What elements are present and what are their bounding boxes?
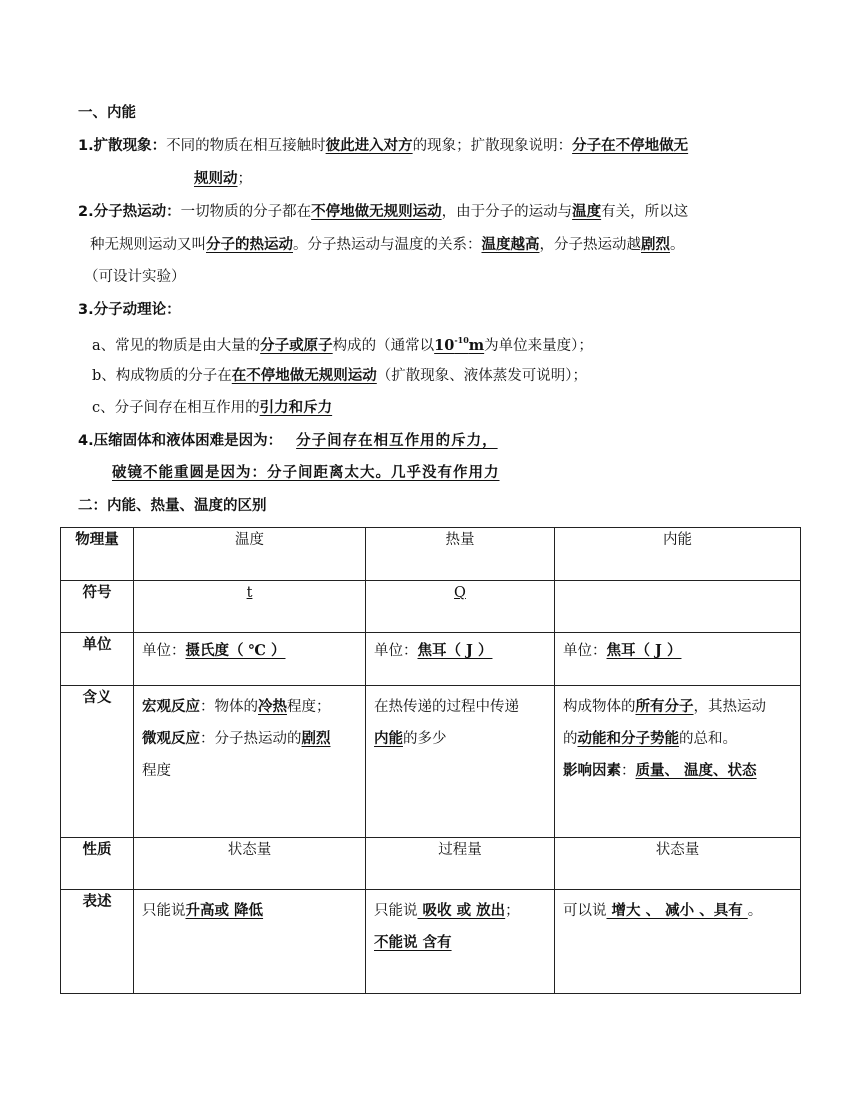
item2-answer3: 分子的热运动 [206,236,293,253]
row-label-expression: 表述 [61,890,134,994]
item2-label: 2.分子热运动： [78,204,181,220]
section1-title: 一、内能 [78,105,136,121]
item4-label: 4.压缩固体和液体困难是因为： [78,433,283,449]
item1-line2: 规则动； [194,170,252,187]
item1-label: 1.扩散现象： [78,138,167,154]
nature-temperature: 状态量 [134,838,366,890]
table-row-symbol [61,581,801,633]
table-row-expression [61,890,801,994]
item2-answer4: 温度越高 [481,236,540,253]
item3-c: c、分子间存在相互作用的引力和斥力 [92,399,333,416]
header-internal-energy: 内能 [555,528,801,581]
symbol-internal-energy [555,581,801,633]
row-label-symbol: 符号 [61,581,134,633]
item2-line1: 2.分子热运动：一切物质的分子都在不停地做无规则运动，由于分子的运动与温度有关，所以这 [78,203,689,220]
expression-internal-energy: 可以说 增大 、 减小 、具有 。 [555,890,801,994]
meaning-internal-energy: 构成物体的所有分子，其热运动 的动能和分子势能的总和。 影响因素：质量、 温度、状态 [555,686,801,838]
item2-answer5: 剧烈 [641,236,670,253]
comparison-table [60,527,801,994]
table-row-nature [61,838,801,890]
item2-answer1: 不停地做无规则运动 [311,203,442,220]
nature-heat: 过程量 [366,838,555,890]
symbol-temperature: t [134,581,366,633]
item3-b: b、构成物质的分子在在不停地做无规则运动（扩散现象、液体蒸发可说明）； [92,367,588,384]
item3-a: a、常见的物质是由大量的分子或原子构成的（通常以$10^{-10}m$为单位来量度）； [92,335,593,354]
unit-temperature: 单位：摄氏度（ ℃ ） [134,633,366,686]
symbol-heat: Q [366,581,555,633]
table-row-unit [61,633,801,686]
item3-b-answer1: 在不停地做无规则运动 [231,367,377,384]
meaning-temperature: 宏观反应：物体的冷热程度； 微观反应：分子热运动的剧烈 程度 [134,686,366,838]
row-label-nature: 性质 [61,838,134,890]
item4-answer2: 破镜不能重圆是因为：分子间距离太大。几乎没有作用力 [112,464,500,481]
header-temperature: 温度 [134,528,366,581]
unit-heat: 单位：焦耳（ J ） [366,633,555,686]
section2-title: 二：内能、热量、温度的区别 [78,498,267,514]
item1-line1: 1.扩散现象：不同的物质在相互接触时彼此进入对方的现象；扩散现象说明：分子在不停地做无 [78,137,689,154]
item4-line2 [112,466,500,481]
unit-internal-energy: 单位：焦耳（ J ） [555,633,801,686]
header-quantity: 物理量 [61,528,134,581]
expression-temperature: 只能说升高或 降低 [134,890,366,994]
item2-note: （可设计实验） [84,269,186,285]
item4-line1 [78,434,498,449]
header-heat: 热量 [366,528,555,581]
item2-answer2: 温度 [572,203,602,220]
item2-line2: 种无规则运动又叫分子的热运动。分子热运动与温度的关系：温度越高，分子热运动越剧烈。 [90,236,685,253]
item3-label: 3.分子动理论： [78,302,181,318]
row-label-meaning: 含义 [61,686,134,838]
item3-c-answer1: 引力和斥力 [259,399,333,416]
item4-answer1: 分子间存在相互作用的斥力， [296,432,498,449]
item3-a-answer2: $10^{-10}m$ [434,335,485,354]
row-label-unit: 单位 [61,633,134,686]
meaning-heat: 在热传递的过程中传递 内能的多少 [366,686,555,838]
item1-answer2a: 分子在不停地做无 [572,137,689,154]
item1-answer2b: 规则动 [194,170,238,187]
item1-answer1: 彼此进入对方 [325,137,413,154]
table-header-row [61,528,801,581]
item3-a-answer1: 分子或原子 [260,337,333,354]
expression-heat: 只能说 吸收 或 放出； 不能说 含有 [366,890,555,994]
nature-internal-energy: 状态量 [555,838,801,890]
table-row-meaning [61,686,801,838]
